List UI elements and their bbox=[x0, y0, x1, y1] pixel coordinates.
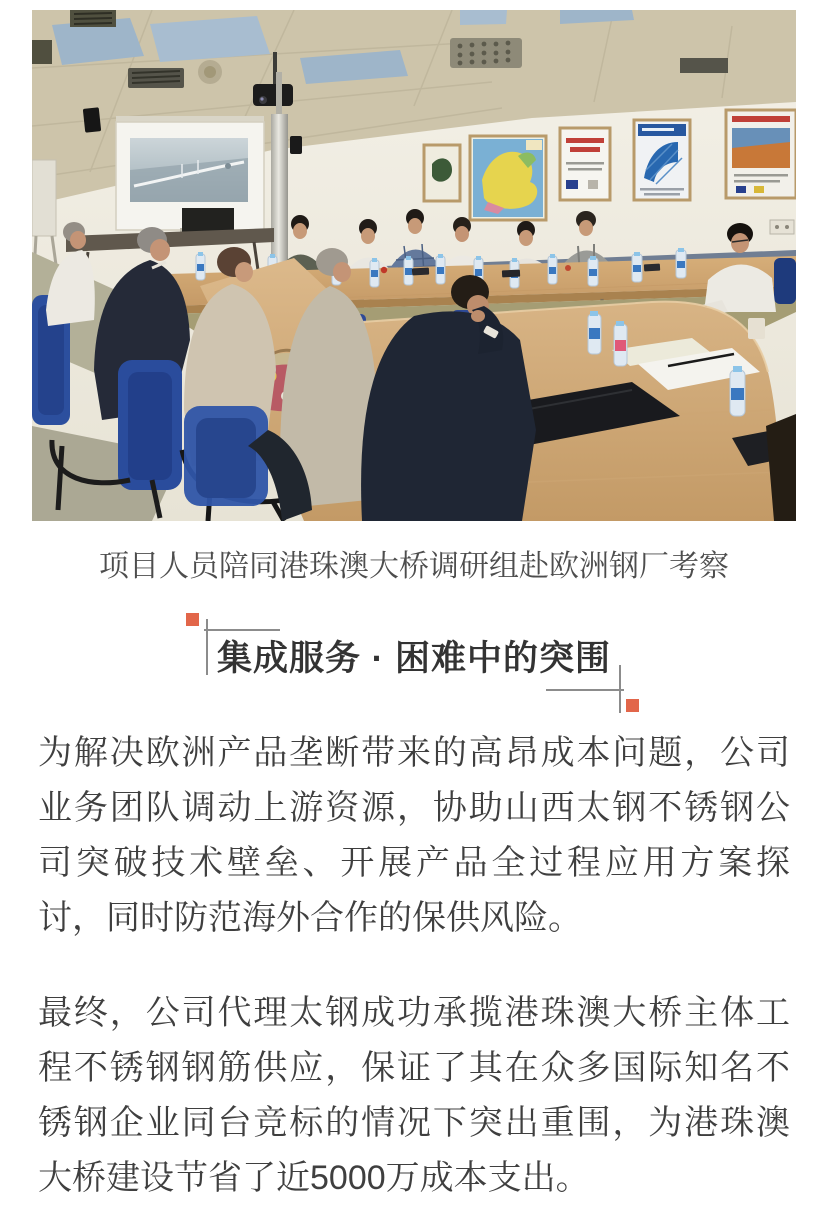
body-line: 司突破技术壁垒、开展产品全过程应用方案探 bbox=[38, 844, 790, 882]
section-heading-block bbox=[0, 605, 828, 725]
body-line: 程不锈钢钢筋供应，保证了其在众多国际知名不 bbox=[38, 1049, 790, 1087]
poster-bridge-diagram bbox=[634, 120, 690, 200]
poster-artwork bbox=[424, 145, 460, 201]
accent-square-top-icon bbox=[186, 613, 199, 626]
photo-caption: 项目人员陪同港珠澳大桥调研组赴欧洲钢厂考察 bbox=[99, 550, 729, 583]
body-line: 大桥建设节省了近5000万成本支出。 bbox=[38, 1159, 590, 1197]
poster-europe-map bbox=[470, 136, 546, 220]
body-line: 最终，公司代理太钢成功承揽港珠澳大桥主体工 bbox=[38, 994, 790, 1032]
paragraph bbox=[38, 726, 790, 946]
divider-line-bottom-vertical bbox=[619, 665, 621, 713]
section-heading: 集成服务 · 困难中的突围 bbox=[216, 639, 612, 678]
accent-square-bottom-icon bbox=[626, 699, 639, 712]
paragraph bbox=[38, 986, 790, 1206]
article-body bbox=[38, 726, 790, 1217]
body-line: 业务团队调动上游资源，协助山西太钢不锈钢公 bbox=[38, 789, 790, 827]
divider-line-top-horizontal bbox=[204, 629, 280, 631]
poster-photo-report bbox=[726, 110, 796, 198]
body-line: 为解决欧洲产品垄断带来的高昂成本问题，公司 bbox=[38, 734, 790, 772]
article-photo[interactable] bbox=[32, 10, 796, 521]
divider-line-bottom-horizontal bbox=[546, 689, 624, 691]
body-line: 讨，同时防范海外合作的保供风险。 bbox=[38, 899, 582, 937]
poster-red-text bbox=[560, 128, 610, 200]
meeting-room-photo-illustration bbox=[32, 10, 796, 521]
body-line: 锈钢企业同台竞标的情况下突出重围，为港珠澳 bbox=[38, 1104, 790, 1142]
